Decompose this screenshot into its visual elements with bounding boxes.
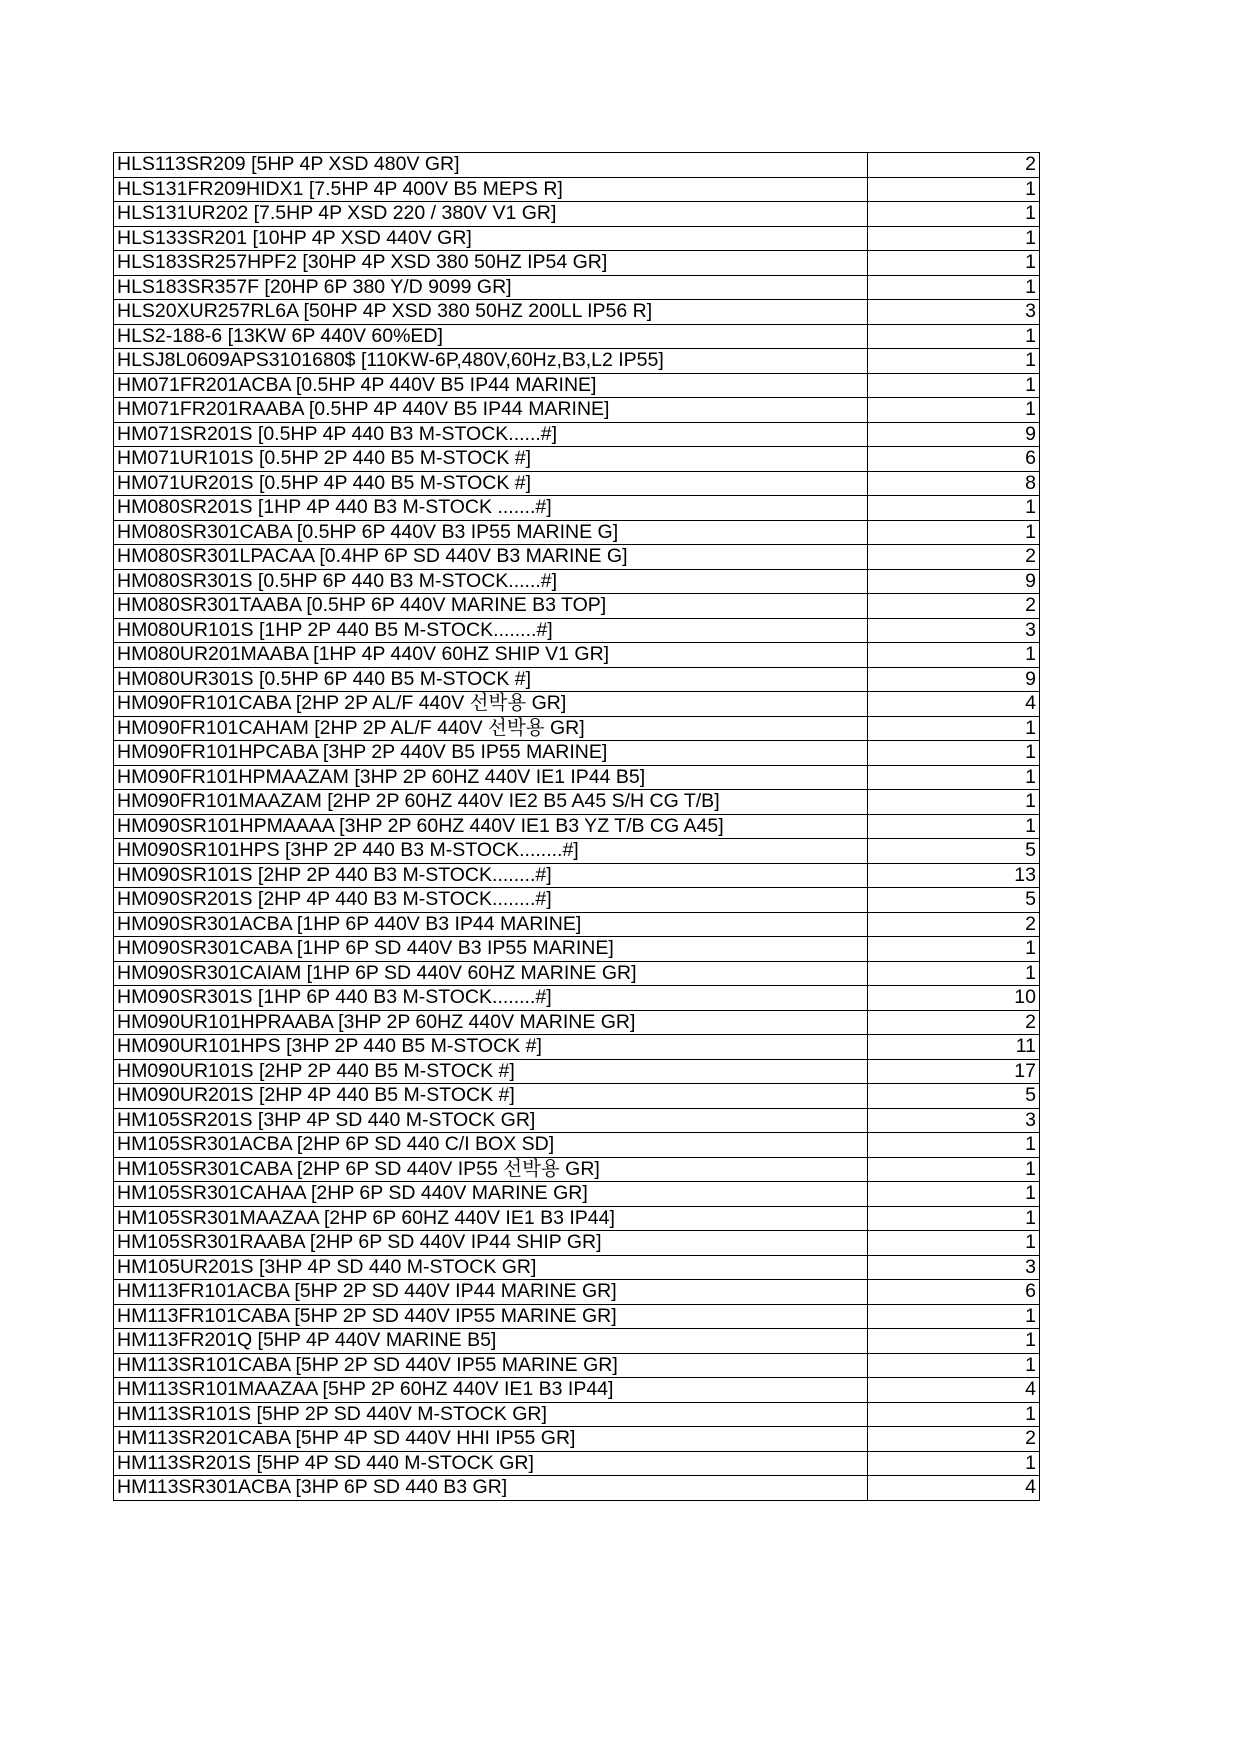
table-row	[114, 1329, 1040, 1354]
quantity-cell: 1	[868, 275, 1040, 300]
item-description-cell: HLS131FR209HIDX1 [7.5HP 4P 400V B5 MEPS R]	[114, 177, 868, 202]
table-row	[114, 471, 1040, 496]
item-description-cell: HM105SR201S [3HP 4P SD 440 M-STOCK GR]	[114, 1108, 868, 1133]
quantity-cell: 1	[868, 1451, 1040, 1476]
item-description-cell: HM080SR301TAABA [0.5HP 6P 440V MARINE B3 TOP]	[114, 594, 868, 619]
item-description-cell: HM090SR101HPMAAAA [3HP 2P 60HZ 440V IE1 B3 YZ T/B CG A45]	[114, 814, 868, 839]
table-row	[114, 226, 1040, 251]
quantity-cell: 11	[868, 1035, 1040, 1060]
table-row	[114, 1084, 1040, 1109]
quantity-cell: 1	[868, 398, 1040, 423]
table-row	[114, 202, 1040, 227]
table-row	[114, 1280, 1040, 1305]
quantity-cell: 6	[868, 1280, 1040, 1305]
quantity-cell: 1	[868, 520, 1040, 545]
table-row	[114, 741, 1040, 766]
quantity-cell: 1	[868, 373, 1040, 398]
table-row	[114, 1476, 1040, 1501]
item-description-cell: HM113FR101CABA [5HP 2P SD 440V IP55 MARINE GR]	[114, 1304, 868, 1329]
quantity-cell: 1	[868, 1133, 1040, 1158]
quantity-cell: 4	[868, 1378, 1040, 1403]
quantity-cell: 1	[868, 496, 1040, 521]
table-row	[114, 863, 1040, 888]
quantity-cell: 4	[868, 1476, 1040, 1501]
quantity-cell: 9	[868, 422, 1040, 447]
table-row	[114, 839, 1040, 864]
table-row	[114, 814, 1040, 839]
quantity-cell: 1	[868, 1206, 1040, 1231]
table-row	[114, 1157, 1040, 1182]
item-description-cell: HM105SR301CAHAA [2HP 6P SD 440V MARINE GR]	[114, 1182, 868, 1207]
item-description-cell: HM080UR101S [1HP 2P 440 B5 M-STOCK........#]	[114, 618, 868, 643]
item-description-cell: HM090UR201S [2HP 4P 440 B5 M-STOCK #]	[114, 1084, 868, 1109]
table-row	[114, 1010, 1040, 1035]
table-row	[114, 300, 1040, 325]
quantity-cell: 1	[868, 643, 1040, 668]
table-row	[114, 937, 1040, 962]
quantity-cell: 1	[868, 1402, 1040, 1427]
item-description-cell: HM090SR101S [2HP 2P 440 B3 M-STOCK........#]	[114, 863, 868, 888]
item-description-cell: HM080SR301LPACAA [0.4HP 6P SD 440V B3 MARINE G]	[114, 545, 868, 570]
quantity-cell: 9	[868, 569, 1040, 594]
item-description-cell: HM071FR201RAABA [0.5HP 4P 440V B5 IP44 MARINE]	[114, 398, 868, 423]
quantity-cell: 1	[868, 349, 1040, 374]
item-description-cell: HM113SR101CABA [5HP 2P SD 440V IP55 MARINE GR]	[114, 1353, 868, 1378]
item-description-cell: HM113SR301ACBA [3HP 6P SD 440 B3 GR]	[114, 1476, 868, 1501]
quantity-cell: 3	[868, 618, 1040, 643]
item-description-cell: HM090FR101HPMAAZAM [3HP 2P 60HZ 440V IE1 IP44 B5]	[114, 765, 868, 790]
table-row	[114, 1451, 1040, 1476]
quantity-cell: 2	[868, 1427, 1040, 1452]
item-description-cell: HM090FR101CAHAM [2HP 2P AL/F 440V 선박용 GR]	[114, 716, 868, 741]
quantity-cell: 5	[868, 888, 1040, 913]
item-description-cell: HM113SR201S [5HP 4P SD 440 M-STOCK GR]	[114, 1451, 868, 1476]
quantity-cell: 1	[868, 1182, 1040, 1207]
table-row	[114, 692, 1040, 717]
item-description-cell: HLS183SR357F [20HP 6P 380 Y/D 9099 GR]	[114, 275, 868, 300]
quantity-cell: 1	[868, 765, 1040, 790]
quantity-cell: 1	[868, 741, 1040, 766]
item-description-cell: HM090FR101HPCABA [3HP 2P 440V B5 IP55 MARINE]	[114, 741, 868, 766]
item-description-cell: HM090SR201S [2HP 4P 440 B3 M-STOCK........#]	[114, 888, 868, 913]
table-row	[114, 1378, 1040, 1403]
table-row	[114, 888, 1040, 913]
item-description-cell: HM105UR201S [3HP 4P SD 440 M-STOCK GR]	[114, 1255, 868, 1280]
item-description-cell: HM113SR101S [5HP 2P SD 440V M-STOCK GR]	[114, 1402, 868, 1427]
table-row	[114, 716, 1040, 741]
item-description-cell: HM105SR301MAAZAA [2HP 6P 60HZ 440V IE1 B3 IP44]	[114, 1206, 868, 1231]
item-description-cell: HM080UR301S [0.5HP 6P 440 B5 M-STOCK #]	[114, 667, 868, 692]
table-row	[114, 1108, 1040, 1133]
item-description-cell: HM090FR101CABA [2HP 2P AL/F 440V 선박용 GR]	[114, 692, 868, 717]
quantity-cell: 1	[868, 324, 1040, 349]
table-row	[114, 790, 1040, 815]
item-description-cell: HM090FR101MAAZAM [2HP 2P 60HZ 440V IE2 B5 A45 S/H CG T/B]	[114, 790, 868, 815]
item-description-cell: HM113SR201CABA [5HP 4P SD 440V HHI IP55 GR]	[114, 1427, 868, 1452]
item-description-cell: HM113SR101MAAZAA [5HP 2P 60HZ 440V IE1 B3 IP44]	[114, 1378, 868, 1403]
item-description-cell: HM080SR201S [1HP 4P 440 B3 M-STOCK .......#]	[114, 496, 868, 521]
item-description-cell: HM071FR201ACBA [0.5HP 4P 440V B5 IP44 MARINE]	[114, 373, 868, 398]
quantity-cell: 1	[868, 937, 1040, 962]
table-row	[114, 324, 1040, 349]
item-description-cell: HM080UR201MAABA [1HP 4P 440V 60HZ SHIP V1 GR]	[114, 643, 868, 668]
table-row	[114, 961, 1040, 986]
quantity-cell: 3	[868, 1255, 1040, 1280]
item-description-cell: HM071SR201S [0.5HP 4P 440 B3 M-STOCK......#]	[114, 422, 868, 447]
table-row	[114, 153, 1040, 178]
table-row	[114, 1304, 1040, 1329]
table-row	[114, 520, 1040, 545]
item-description-cell: HLS2-188-6 [13KW 6P 440V 60%ED]	[114, 324, 868, 349]
table-row	[114, 496, 1040, 521]
table-row	[114, 1231, 1040, 1256]
quantity-cell: 5	[868, 839, 1040, 864]
quantity-cell: 3	[868, 300, 1040, 325]
table-row	[114, 912, 1040, 937]
quantity-cell: 1	[868, 1329, 1040, 1354]
quantity-cell: 2	[868, 153, 1040, 178]
quantity-cell: 1	[868, 226, 1040, 251]
quantity-cell: 4	[868, 692, 1040, 717]
item-description-cell: HM080SR301CABA [0.5HP 6P 440V B3 IP55 MARINE G]	[114, 520, 868, 545]
quantity-cell: 2	[868, 1010, 1040, 1035]
table-row	[114, 545, 1040, 570]
quantity-cell: 8	[868, 471, 1040, 496]
table-row	[114, 1059, 1040, 1084]
table-row	[114, 373, 1040, 398]
quantity-cell: 1	[868, 251, 1040, 276]
quantity-cell: 1	[868, 1353, 1040, 1378]
quantity-cell: 1	[868, 202, 1040, 227]
quantity-cell: 13	[868, 863, 1040, 888]
table-row	[114, 618, 1040, 643]
item-description-cell: HM090UR101HPS [3HP 2P 440 B5 M-STOCK #]	[114, 1035, 868, 1060]
table-row	[114, 1427, 1040, 1452]
quantity-cell: 6	[868, 447, 1040, 472]
item-description-cell: HM090SR301CAIAM [1HP 6P SD 440V 60HZ MARINE GR]	[114, 961, 868, 986]
table-row	[114, 422, 1040, 447]
table-row	[114, 398, 1040, 423]
table-row	[114, 251, 1040, 276]
quantity-cell: 1	[868, 177, 1040, 202]
quantity-cell: 17	[868, 1059, 1040, 1084]
table-row	[114, 447, 1040, 472]
quantity-cell: 2	[868, 594, 1040, 619]
table-row	[114, 177, 1040, 202]
quantity-cell: 1	[868, 1157, 1040, 1182]
table-row	[114, 1255, 1040, 1280]
item-description-cell: HM090UR101HPRAABA [3HP 2P 60HZ 440V MARINE GR]	[114, 1010, 868, 1035]
item-description-cell: HLS133SR201 [10HP 4P XSD 440V GR]	[114, 226, 868, 251]
item-description-cell: HM105SR301ACBA [2HP 6P SD 440 C/I BOX SD]	[114, 1133, 868, 1158]
quantity-cell: 1	[868, 814, 1040, 839]
inventory-table	[113, 152, 1040, 1501]
item-description-cell: HLS183SR257HPF2 [30HP 4P XSD 380 50HZ IP54 GR]	[114, 251, 868, 276]
item-description-cell: HM105SR301CABA [2HP 6P SD 440V IP55 선박용 GR]	[114, 1157, 868, 1182]
item-description-cell: HM071UR201S [0.5HP 4P 440 B5 M-STOCK #]	[114, 471, 868, 496]
table-row	[114, 986, 1040, 1011]
item-description-cell: HM113FR101ACBA [5HP 2P SD 440V IP44 MARINE GR]	[114, 1280, 868, 1305]
quantity-cell: 1	[868, 1231, 1040, 1256]
table-row	[114, 275, 1040, 300]
table-row	[114, 765, 1040, 790]
item-description-cell: HM113FR201Q [5HP 4P 440V MARINE B5]	[114, 1329, 868, 1354]
table-row	[114, 643, 1040, 668]
item-description-cell: HM090UR101S [2HP 2P 440 B5 M-STOCK #]	[114, 1059, 868, 1084]
item-description-cell: HLSJ8L0609APS3101680$ [110KW-6P,480V,60Hz,B3,L2 IP55]	[114, 349, 868, 374]
quantity-cell: 1	[868, 961, 1040, 986]
item-description-cell: HM080SR301S [0.5HP 6P 440 B3 M-STOCK......#]	[114, 569, 868, 594]
item-description-cell: HLS113SR209 [5HP 4P XSD 480V GR]	[114, 153, 868, 178]
quantity-cell: 1	[868, 716, 1040, 741]
item-description-cell: HLS20XUR257RL6A [50HP 4P XSD 380 50HZ 200LL IP56 R]	[114, 300, 868, 325]
item-description-cell: HLS131UR202 [7.5HP 4P XSD 220 / 380V V1 GR]	[114, 202, 868, 227]
quantity-cell: 10	[868, 986, 1040, 1011]
quantity-cell: 2	[868, 545, 1040, 570]
table-row	[114, 569, 1040, 594]
table-row	[114, 1035, 1040, 1060]
inventory-table-body	[114, 153, 1040, 1501]
quantity-cell: 9	[868, 667, 1040, 692]
table-row	[114, 1182, 1040, 1207]
table-row	[114, 1353, 1040, 1378]
quantity-cell: 1	[868, 1304, 1040, 1329]
item-description-cell: HM090SR301ACBA [1HP 6P 440V B3 IP44 MARINE]	[114, 912, 868, 937]
quantity-cell: 1	[868, 790, 1040, 815]
table-row	[114, 1206, 1040, 1231]
item-description-cell: HM090SR101HPS [3HP 2P 440 B3 M-STOCK........#]	[114, 839, 868, 864]
table-row	[114, 667, 1040, 692]
table-row	[114, 594, 1040, 619]
item-description-cell: HM071UR101S [0.5HP 2P 440 B5 M-STOCK #]	[114, 447, 868, 472]
table-row	[114, 1402, 1040, 1427]
table-row	[114, 349, 1040, 374]
item-description-cell: HM090SR301S [1HP 6P 440 B3 M-STOCK........#]	[114, 986, 868, 1011]
quantity-cell: 3	[868, 1108, 1040, 1133]
table-row	[114, 1133, 1040, 1158]
item-description-cell: HM090SR301CABA [1HP 6P SD 440V B3 IP55 MARINE]	[114, 937, 868, 962]
quantity-cell: 5	[868, 1084, 1040, 1109]
item-description-cell: HM105SR301RAABA [2HP 6P SD 440V IP44 SHIP GR]	[114, 1231, 868, 1256]
quantity-cell: 2	[868, 912, 1040, 937]
